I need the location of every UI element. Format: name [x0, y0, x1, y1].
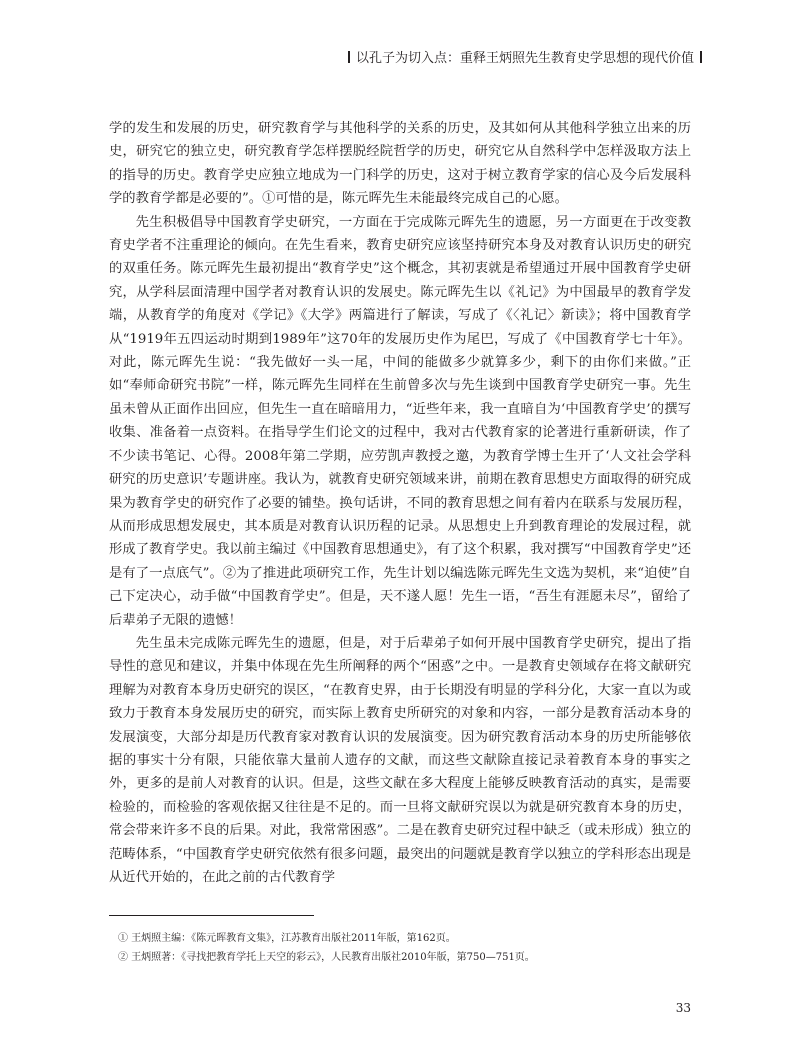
footnote-1: ① 王炳照主编：《陈元晖教育文集》，江苏教育出版社2011年版，第162页。	[118, 933, 456, 944]
paragraph: 先生积极倡导中国教育学史研究，一方面在于完成陈元晖先生的遗愿，另一方面更在于改变教育史学者不注重理论的倾向。在先生看来，教育史研究应该坚持研究本身及对教育认识历史的研究的双重任务。陈元晖先生最初提出“教育学史”这个概念，其初衷就是希望通过开展中国教育学史研究，从学科层面清理中国学者对教育认识的发展史。陈元晖先生以《礼记》为中国最早的教育学发端，从教育学的角度对《学记》《大学》两篇进行了解读，写成了《〈礼记〉新读》；将中国教育学从“1919年五四运动时期到1989年”这70年的发展历史作为尾巴，写成了《中国教育学七十年》。对此，陈元晖先生说：“我先做好一头一尾，中间的能做多少就算多少，剩下的由你们来做。”正如“奉师命研究书院”一样，陈元晖先生同样在生前曾多次与先生谈到中国教育学史研究一事。先生虽未曾从正面作出回应，但先生一直在暗暗用力，“近些年来，我一直暗自为‘中国教育学史’的撰写收集、准备着一点资料。在指导学生们论文的过程中，我对古代教育家的论著进行重新研读，作了不少读书笔记、心得。2008年第二学期，应劳凯声教授之邀，为教育学博士生开了‘人文社会学科研究的历史意识’专题讲座。我认为，就教育史研究领域来讲，前期在教育思想史方面取得的研究成果为教育学史的研究作了必要的铺垫。换句话讲，不同的教育思想之间有着内在联系与发展历程，从而形成思想发展史，其本质是对教育认识历程的记录。从思想史上升到教育理论的发展过程，就形成了教育学史。我以前主编过《中国教育思想通史》，有了这个积累，我对撰写“中国教育学史”还是有了一点底气”。②为了推进此项研究工作，先生计划以编选陈元晖先生文选为契机，来“迫使”自己下定决心，动手做“中国教育学史”。但是，天不遂人愿！先生一语，“吾生有涯愿未尽”，留给了后辈弟子无限的遗憾！	[109, 214, 691, 628]
running-header	[342, 51, 708, 67]
paragraph-continued: 学的发生和发展的历史，研究教育学与其他科学的关系的历史，及其如何从其他科学独立出来的历史，研究它的独立史，研究教育学怎样摆脱经院哲学的历史，研究它从自然科学中怎样汲取方法上的指导的历史。教育学史应独立地成为一门科学的历史，这对于树立教育学家的信心及今后发展科学的教育学都是必要的”。①可惜的是，陈元晖先生未能最终完成自己的心愿。	[109, 121, 691, 207]
body-text	[109, 117, 691, 889]
paragraph: 先生虽未完成陈元晖先生的遗愿，但是，对于后辈弟子如何开展中国教育学史研究，提出了指导性的意见和建议，并集中体现在先生所阐释的两个“困惑”之中。一是教育史领域存在将文献研究理解为对教育本身历史研究的误区，“在教育史界，由于长期没有明显的学科分化，大家一直以为或致力于教育本身发展历史的研究，而实际上教育史所研究的对象和内容，一部分是教育活动本身的发展演变，大部分却是历代教育家对教育认识的发展演变。因为研究教育活动本身的历史所能够依据的事实十分有限，只能依靠大量前人遗存的文献，而这些文献除直接记录着教育本身的事实之外，更多的是前人对教育的认识。但是，这些文献在多大程度上能够反映教育活动的真实，是需要检验的，而检验的客观依据又往往是不足的。而一旦将文献研究误以为就是研究教育本身的历史，常会带来许多不良的后果。对此，我常常困惑”。二是在教育史研究过程中缺乏（或未形成）独立的范畴体系，“中国教育学史研究依然有很多问题，最突出的问题就是教育学以独立的学科形态出现是从近代开始的，在此之前的古代教育学	[109, 635, 691, 885]
page-number: 33	[675, 1001, 691, 1015]
footnote-divider	[109, 915, 314, 916]
header-title: 以孔子为切入点：重释王炳照先生教育史学思想的现代价值	[355, 51, 694, 66]
header-bar-right	[700, 51, 702, 63]
header-bar-left	[348, 51, 350, 63]
footnote-2: ② 王炳照著：《寻找把教育学托上天空的彩云》，人民教育出版社2010年版，第750—751页。	[118, 952, 535, 963]
footnotes	[118, 929, 691, 967]
